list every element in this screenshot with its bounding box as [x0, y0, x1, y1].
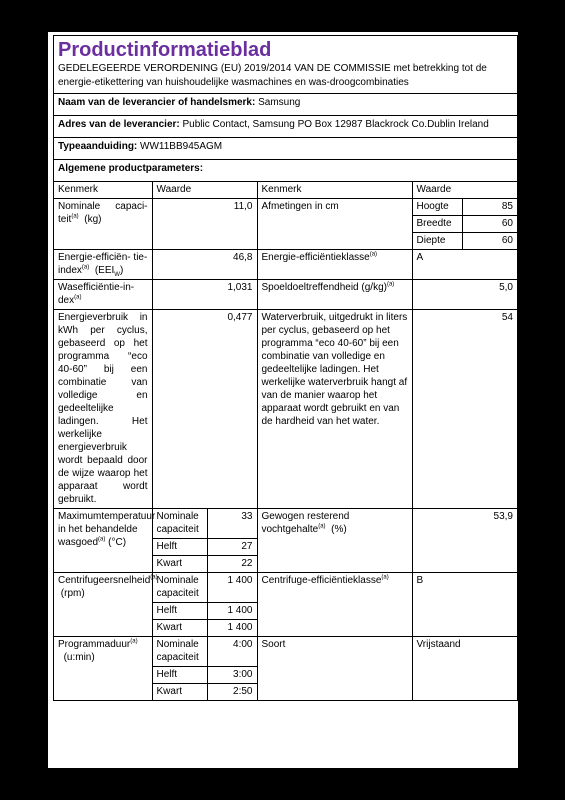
- model-value: WW11BB945AGM: [140, 141, 223, 152]
- duration-quarter-value: 2:50: [207, 684, 257, 701]
- regulation-subtitle: GEDELEGEERDE VERORDENING (EU) 2019/2014 VAN DE COMMISSIE met betrekking tot de energie-etikettering van huishoudelijke wasmachines en was-droogcombinaties: [58, 63, 487, 88]
- header-waarde-right: Waarde: [412, 182, 517, 199]
- eei-value: 46,8: [152, 250, 257, 280]
- header-kenmerk-left: Kenmerk: [54, 182, 152, 199]
- duration-label: Programmaduur$^{(a)}$ (u:min): [54, 637, 152, 701]
- wash-efficiency-label: Wasefficiëntie-in- dex$^{(a)}$: [54, 280, 152, 310]
- table-row: [54, 573, 517, 603]
- table-row: [54, 310, 517, 509]
- table-row: [54, 250, 517, 280]
- energy-consumption-label: Energieverbruik in kWh per cyclus, gebaseerd op het programma “eco 40-60” bij een combinatie van volledige en gedeeltelijke ladingen. Het werkelijke energieverbruik wordt bepaald door de wijze waarop het apparaat wordt gebruikt.: [54, 310, 152, 509]
- depth-value: 60: [462, 233, 517, 250]
- duration-half-value: 3:00: [207, 667, 257, 684]
- params-heading: Algemene productparameters:: [58, 163, 204, 174]
- spin-quarter-label: Kwart: [152, 620, 207, 637]
- depth-label: Diepte: [412, 233, 462, 250]
- spin-half-value: 1 400: [207, 603, 257, 620]
- eei-label: Energie-efficiën- tie-index$^{(a)}$ $(EEI_W)$: [54, 250, 152, 280]
- energy-class-value: A: [412, 250, 517, 280]
- model-label: Typeaanduiding:: [58, 141, 138, 152]
- address-label: Adres van de leverancier:: [58, 119, 180, 130]
- height-label: Hoogte: [412, 199, 462, 216]
- header-box: [54, 35, 517, 94]
- document-title: Productinformatieblad: [58, 39, 272, 61]
- duration-rated-value: 4:00: [207, 637, 257, 667]
- type-label: Soort: [257, 637, 412, 701]
- table-row: [54, 280, 517, 310]
- width-value: 60: [462, 216, 517, 233]
- spin-half-label: Helft: [152, 603, 207, 620]
- table-row: [54, 637, 517, 667]
- capacity-value: 11,0: [152, 199, 257, 250]
- spin-class-label: Centrifuge-efficiëntieklasse$^{(a)}$: [257, 573, 412, 637]
- moisture-label: Gewogen resterend vochtgehalte$^{(a)}$ (%): [257, 509, 412, 573]
- address-value: Public Contact, Samsung PO Box 12987 Blackrock Co.Dublin Ireland: [182, 119, 489, 130]
- spin-speed-label: Centrifugeersnelheid$^{(a)}$ (rpm): [54, 573, 152, 637]
- params-heading-row: [54, 160, 517, 181]
- product-information-sheet: [53, 35, 518, 701]
- duration-quarter-label: Kwart: [152, 684, 207, 701]
- duration-half-label: Helft: [152, 667, 207, 684]
- water-consumption-label: Waterverbruik, uitgedrukt in liters per cyclus, gebaseerd op het programma “eco 40-60” bij een combinatie van volledige en gedeeltelijke ladingen. Het werkelijke waterverbruik hangt af van de manier waarop het apparaat wordt gebruikt en van de hardheid van het water.: [257, 310, 412, 509]
- max-temp-quarter-value: 22: [207, 556, 257, 573]
- address-row: [54, 116, 517, 138]
- max-temp-quarter-label: Kwart: [152, 556, 207, 573]
- width-label: Breedte: [412, 216, 462, 233]
- max-temp-half-value: 27: [207, 539, 257, 556]
- header-waarde-left: Waarde: [152, 182, 257, 199]
- table-row: [54, 509, 517, 539]
- rinse-label: Spoeldoeltreffendheid $(g/kg)^{(a)}$: [257, 280, 412, 310]
- spin-rated-value: 1 400: [207, 573, 257, 603]
- moisture-value: 53,9: [412, 509, 517, 573]
- header-kenmerk-right: Kenmerk: [257, 182, 412, 199]
- energy-class-label: Energie-efficiëntieklasse$^{(a)}$: [257, 250, 412, 280]
- max-temp-label: Maximumtemperatuur in het behandelde wasgoed$^{(a)}$ (°C): [54, 509, 152, 573]
- model-row: [54, 138, 517, 160]
- max-temp-rated-value: 33: [207, 509, 257, 539]
- table-row: [54, 199, 517, 216]
- table-header-row: [54, 182, 517, 199]
- energy-consumption-value: 0,477: [152, 310, 257, 509]
- water-consumption-value: 54: [412, 310, 517, 509]
- supplier-row: [54, 94, 517, 116]
- max-temp-rated-label: Nominale capaciteit: [152, 509, 207, 539]
- spin-rated-label: Nominale capaciteit: [152, 573, 207, 603]
- spin-quarter-value: 1 400: [207, 620, 257, 637]
- max-temp-half-label: Helft: [152, 539, 207, 556]
- capacity-label: Nominale capaci- teit$^{(a)}$ (kg): [54, 199, 152, 250]
- parameters-table: [54, 181, 517, 701]
- supplier-label: Naam van de leverancier of handelsmerk:: [58, 97, 256, 108]
- supplier-value: Samsung: [258, 97, 301, 108]
- spin-class-value: B: [412, 573, 517, 637]
- type-value: Vrijstaand: [412, 637, 517, 701]
- document-page: [48, 32, 518, 768]
- rinse-value: 5,0: [412, 280, 517, 310]
- dimensions-label: Afmetingen in cm: [257, 199, 412, 250]
- wash-efficiency-value: 1,031: [152, 280, 257, 310]
- duration-rated-label: Nominale capaciteit: [152, 637, 207, 667]
- height-value: 85: [462, 199, 517, 216]
